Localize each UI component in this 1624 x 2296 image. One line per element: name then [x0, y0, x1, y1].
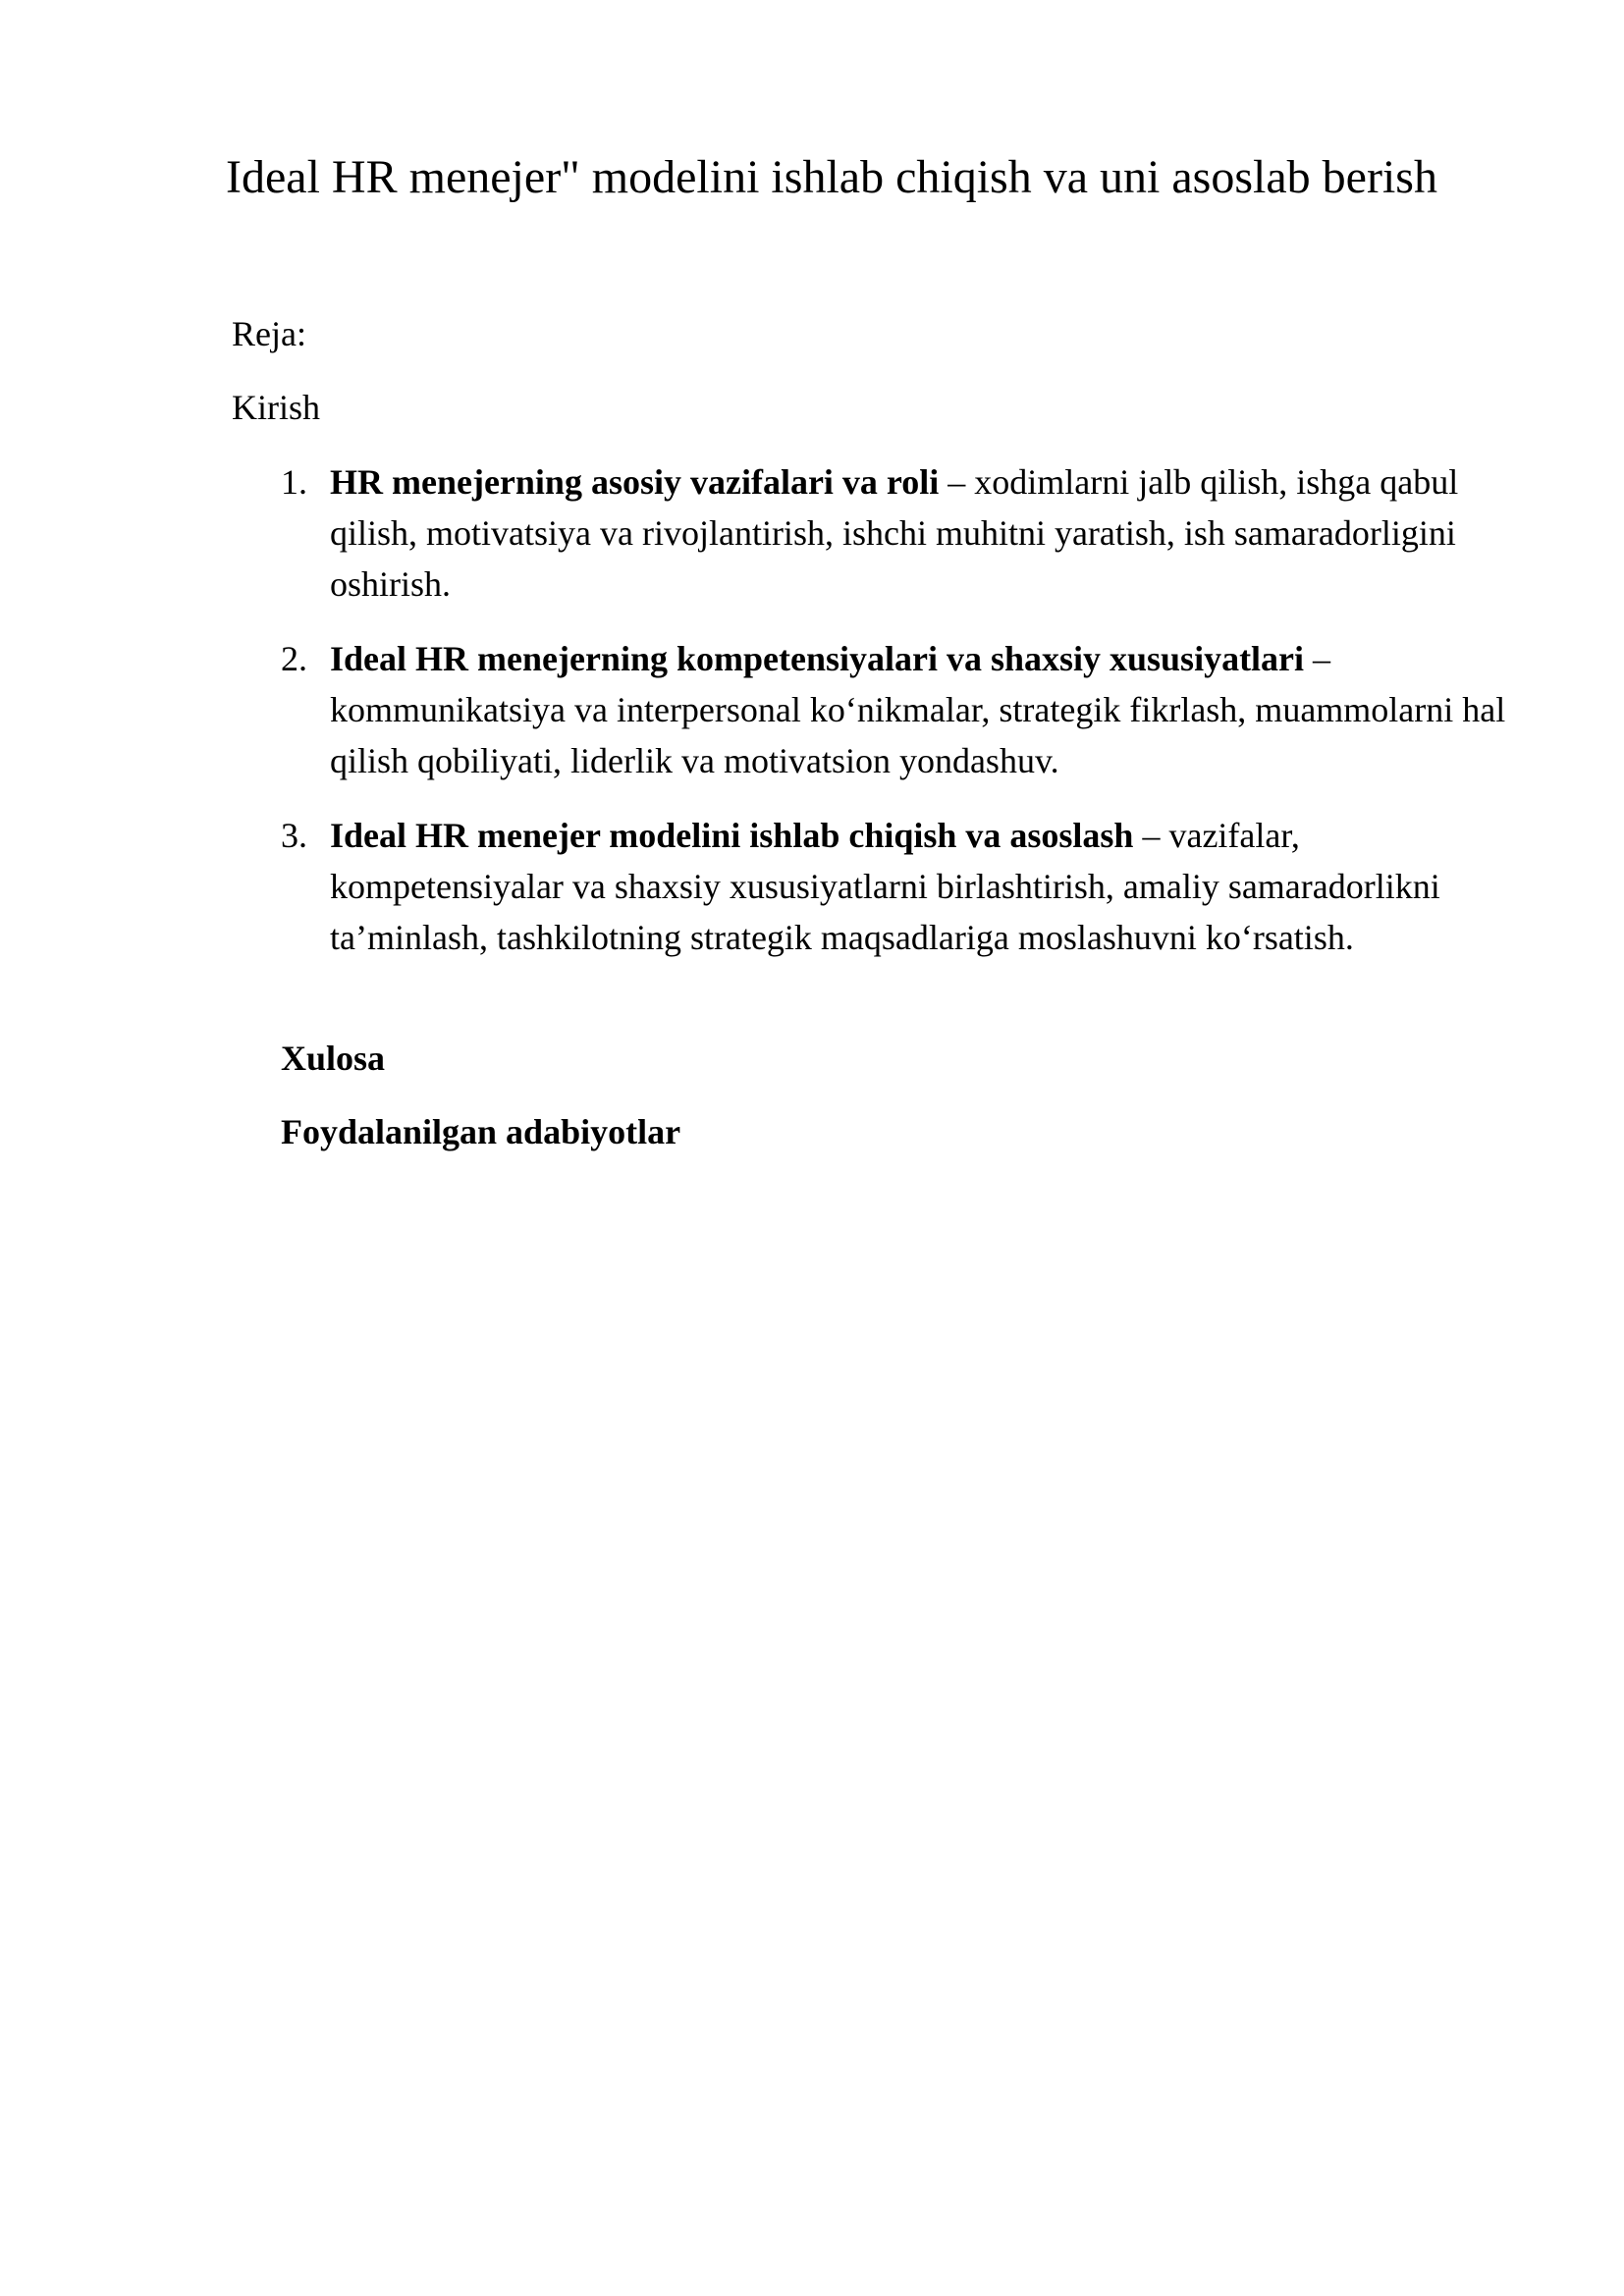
- plan-item-number: 3.: [281, 816, 307, 855]
- plan-item-1: [281, 456, 1522, 610]
- plan-list: [281, 456, 1522, 987]
- intro-label: Kirish: [232, 388, 320, 427]
- plan-item-heading: Ideal HR menejer modelini ishlab chiqish va asoslash: [330, 816, 1134, 855]
- plan-item-2: [281, 633, 1522, 786]
- plan-item-number: 1.: [281, 462, 307, 502]
- plan-item-text: – kommunikatsiya va interpersonal ko‘nikmalar, strategik fikrlash, muammolarni hal qilish qobiliyati, liderlik va motivatsion yondashuv.: [330, 639, 1506, 780]
- plan-item-text: – xodimlarni jalb qilish, ishga qabul qilish, motivatsiya va rivojlantirish, ishchi muhitni yaratish, ish samaradorligini oshirish.: [330, 462, 1459, 604]
- references-label: Foydalanilgan adabiyotlar: [281, 1112, 681, 1151]
- plan-item-heading: HR menejerning asosiy vazifalari va roli: [330, 462, 940, 502]
- plan-item-heading: Ideal HR menejerning kompetensiyalari va shaxsiy xususiyatlari: [330, 639, 1305, 678]
- plan-item-number: 2.: [281, 639, 307, 678]
- conclusion-label: Xulosa: [281, 1039, 386, 1078]
- plan-item-3: [281, 810, 1522, 963]
- plan-label: Reja:: [232, 314, 306, 353]
- document-title: Ideal HR menejer" modelini ishlab chiqish va uni asoslab berish: [226, 151, 1437, 203]
- plan-item-text: – vazifalar, kompetensiyalar va shaxsiy xususiyatlarni birlashtirish, amaliy samaradorlikni ta’minlash, tashkilotning strategik maqsadlariga moslashuvni ko‘rsatish.: [330, 816, 1440, 957]
